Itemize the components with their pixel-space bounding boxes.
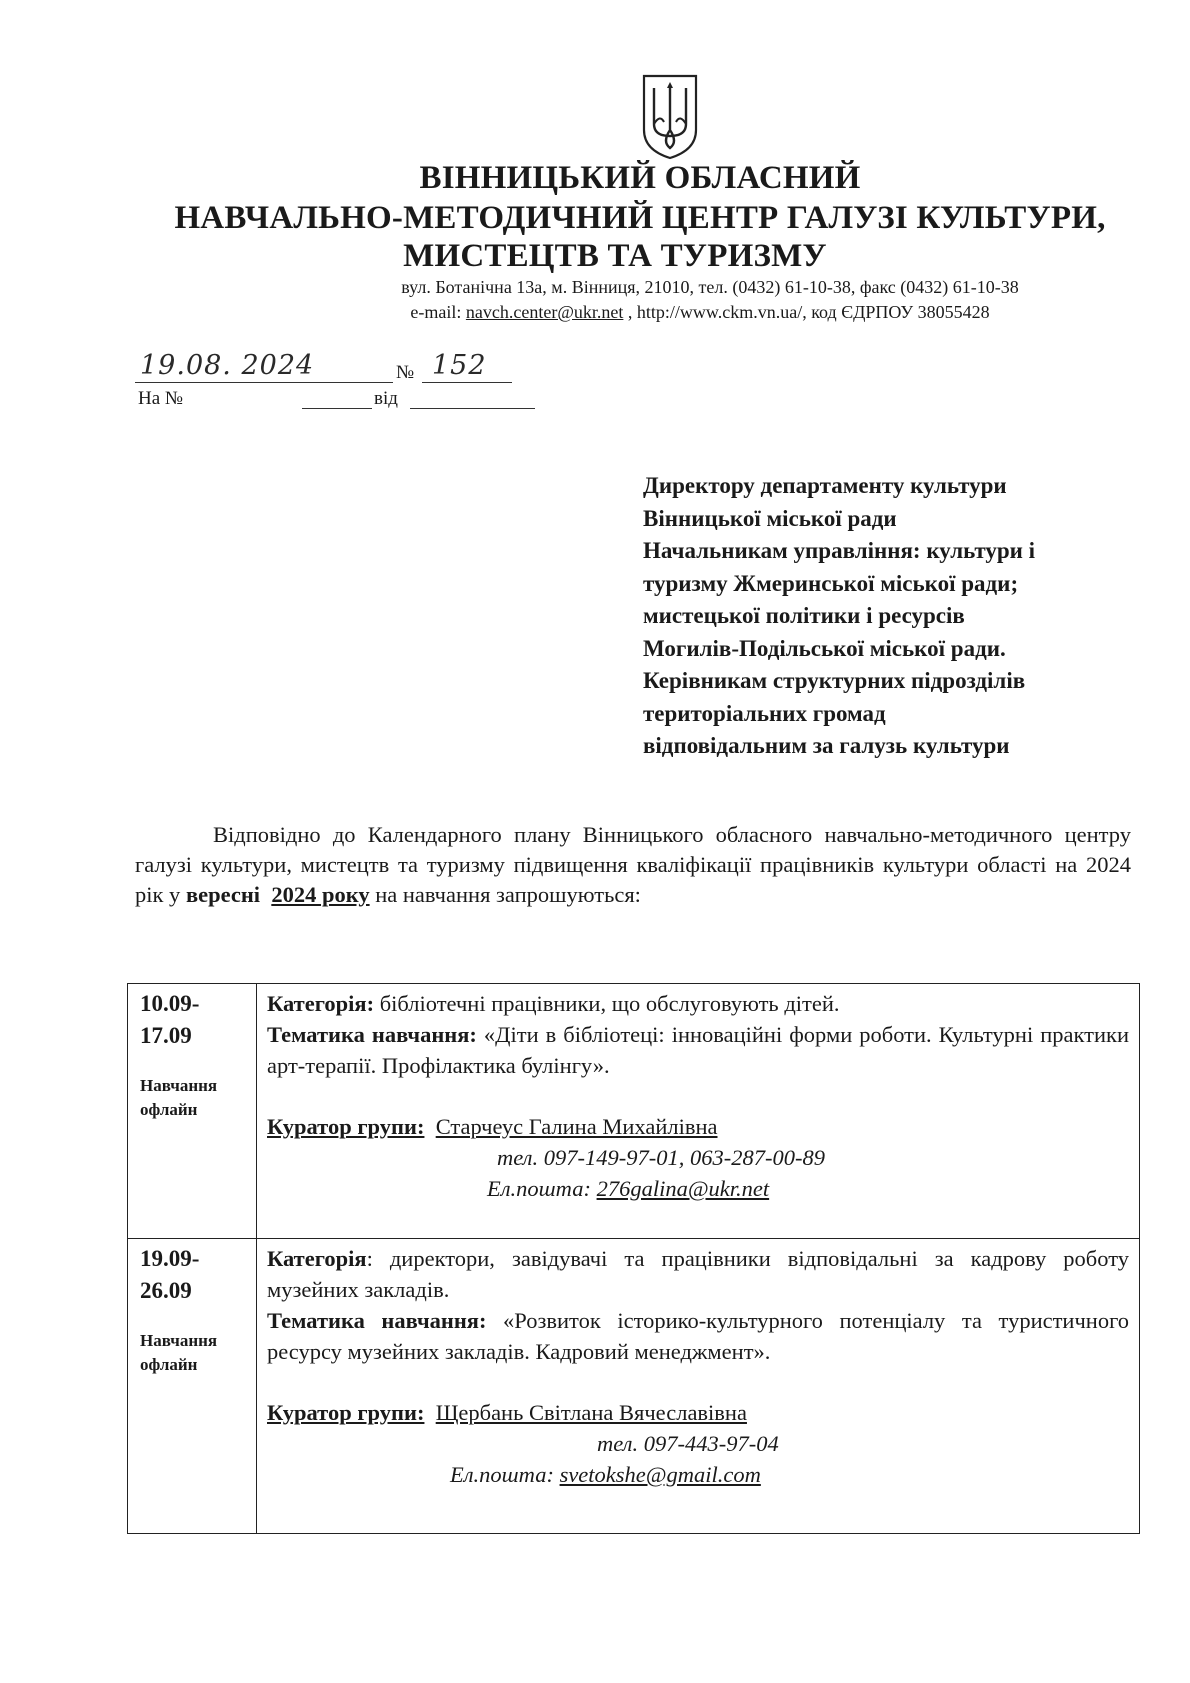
org-email-link[interactable]: navch.center@ukr.net: [465, 302, 624, 322]
topic-label: Тематика навчання:: [267, 1308, 487, 1333]
number-underline: [422, 382, 512, 383]
course-topic: [267, 1019, 1129, 1081]
curator-email-link[interactable]: svetokshe@gmail.com: [559, 1462, 761, 1487]
org-contacts: [0, 301, 1190, 323]
email-label: Ел.пошта:: [487, 1176, 597, 1201]
course-mode: Навчання офлайн: [140, 1076, 218, 1119]
curator-name: Щербань Світлана Вячеславівна: [435, 1400, 747, 1425]
addressee-line: Керівникам структурних підрозділів: [643, 668, 1026, 693]
topic-value: «Розвиток історико-культурного потенціалу та туристичного ресурсу музейних закладів. Кадровий менеджмент».: [267, 1308, 1129, 1364]
course-info-cell: [257, 1239, 1140, 1534]
ref-from-label: від: [374, 388, 398, 409]
addressee-line: Начальникам управління: культури і: [643, 538, 1036, 563]
category-label: Категорія: [267, 1246, 367, 1271]
addressee-line: Вінницької міської ради: [643, 505, 897, 531]
coat-of-arms-icon: [640, 72, 700, 160]
addressee-line: Директору департаменту культури: [643, 473, 1007, 498]
date-underline: [135, 382, 393, 383]
curator-phone: тел. 097-443-97-04: [597, 1431, 779, 1456]
ref-number-label: На №: [138, 388, 184, 409]
table-row: [128, 1239, 1140, 1534]
curator-email: [267, 1459, 1129, 1490]
curator-name: Старчеус Галина Михайлівна: [435, 1114, 718, 1139]
org-address: вул. Ботанічна 13а, м. Вінниця, 21010, тел. (0432) 61-10-38, факс (0432) 61-10-38: [401, 277, 1019, 297]
category-label: Категорія:: [267, 991, 375, 1016]
course-date-end: 26.09: [140, 1278, 192, 1303]
intro-text-after: на навчання запрошуються:: [369, 882, 641, 907]
category-value: бібліотечні працівники, що обслуговують дітей.: [374, 991, 840, 1016]
course-topic: [267, 1305, 1129, 1367]
course-category: [267, 1243, 1129, 1305]
outgoing-date: 19.08. 2024: [140, 350, 315, 381]
course-curator: [267, 1111, 1129, 1142]
course-date-start: 10.09-: [140, 991, 200, 1016]
ref-number-underline: [302, 408, 372, 409]
curator-label: Куратор групи:: [267, 1400, 425, 1425]
intro-month: вересні: [185, 882, 261, 907]
category-value: : директори, завідувачі та працівники відповідальні за кадрову роботу музейних закладів.: [267, 1246, 1129, 1302]
curator-email-link[interactable]: 276galina@ukr.net: [596, 1176, 770, 1201]
number-label: №: [396, 362, 415, 383]
intro-text-before: Відповідно до Календарного плану Вінницького обласного навчально-методичного центру галузі культури, мистецтв та туризму підвищення кваліфікації працівників культури області на 2024 рік у: [135, 822, 1131, 907]
addressee-line: територіальних громад: [643, 700, 886, 726]
intro-paragraph: [135, 820, 1131, 910]
courses-table: [127, 983, 1140, 1534]
addressee-line: Могилів-Подільської міської ради.: [643, 635, 1006, 661]
org-name-line-2: НАВЧАЛЬНО-МЕТОДИЧНИЙ ЦЕНТР ГАЛУЗІ КУЛЬТУРИ,: [174, 200, 1106, 236]
addressee-line: туризму Жмеринської міської ради;: [643, 570, 1019, 596]
table-row: [128, 984, 1140, 1239]
course-curator: [267, 1397, 1129, 1428]
course-dates-cell: [128, 1239, 257, 1534]
topic-value: «Діти в бібліотеці: інноваційні форми роботи. Культурні практики арт-терапії. Профілактика булінгу».: [267, 1022, 1129, 1078]
outgoing-number: 152: [432, 350, 487, 381]
course-date-start: 19.09-: [140, 1246, 200, 1271]
course-mode: Навчання офлайн: [140, 1331, 218, 1374]
org-name-line-3: МИСТЕЦТВ ТА ТУРИЗМУ: [403, 238, 827, 274]
email-label: Ел.пошта:: [450, 1462, 560, 1487]
addressee-line: мистецької політики і ресурсів: [643, 603, 965, 628]
curator-label: Куратор групи:: [267, 1114, 425, 1139]
intro-year: 2024 року: [271, 882, 370, 907]
addressee-block: [643, 470, 1163, 763]
addressee-line: відповідальним за галузь культури: [643, 733, 1010, 758]
course-info-cell: [257, 984, 1140, 1239]
ref-date-underline: [410, 408, 535, 409]
email-prefix: e-mail:: [410, 302, 466, 322]
course-dates-cell: [128, 984, 257, 1239]
course-category: [267, 988, 1129, 1019]
org-website-code: , http://www.ckm.vn.ua/, код ЄДРПОУ 38055428: [623, 302, 990, 322]
org-name-line-1: ВІННИЦЬКИЙ ОБЛАСНИЙ: [419, 160, 861, 196]
course-date-end: 17.09: [140, 1023, 192, 1048]
curator-phone: тел. 097-149-97-01, 063-287-00-89: [497, 1145, 825, 1170]
curator-email: [267, 1173, 1129, 1204]
topic-label: Тематика навчання:: [267, 1022, 477, 1047]
